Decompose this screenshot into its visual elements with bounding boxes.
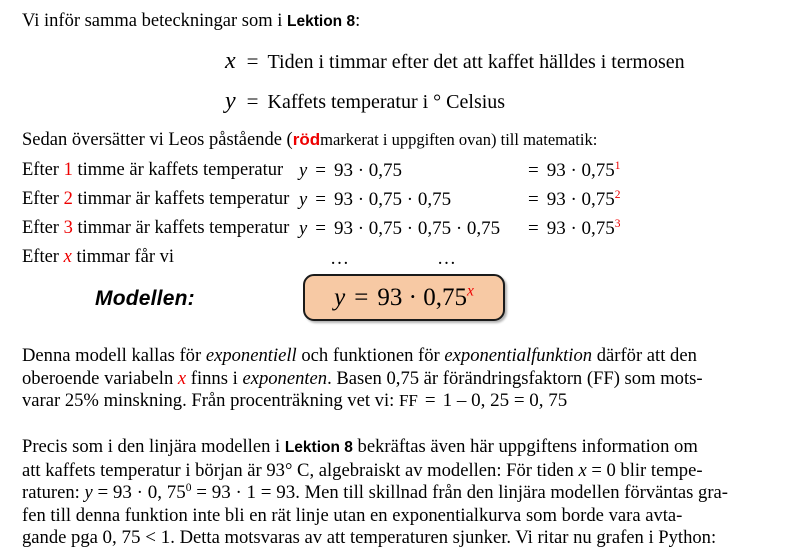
row-2-result-exponent: 2 [614,188,621,201]
conclusion-line-5 [22,527,778,550]
row-2-hours: 2 [63,189,73,209]
conclusion-line1-a: Precis som i den linjära modellen i [22,436,285,457]
translation-middle: markerat i uppgiften ovan) till matematik: [320,130,598,149]
model-formula-equals: = [354,283,369,311]
row-2-expansion: 93 · 0,75 · 0,75 [333,189,452,210]
row-2-lead: Efter [22,189,64,209]
expansion-row-2 [22,189,289,210]
row-3-lead: Efter [22,218,64,238]
conclusion-line3-d: . Men till skillnad från den linjära modellen förväntas gra- [295,482,728,504]
row-2-expr-var: y [299,190,308,210]
explanation-line1-b: och funktionen för [296,345,445,366]
general-row-mid: timmar får vi [71,247,175,267]
explanation-ff-label: FF [398,391,418,411]
explanation-emphasis-exponentiell: exponentiell [205,345,297,366]
definition-text-x: Tiden i timmar efter det att kaffet hälldes i termosen [267,51,685,73]
row-1-result-base: 93 · 0,75 [546,160,615,181]
general-row-lead: Efter [22,247,64,267]
explanation-line-3 [22,390,778,413]
intro-line [22,12,360,31]
row-1-mid: timme är kaffets temperatur [72,160,284,180]
model-formula [334,284,474,312]
row-3-hours: 3 [63,218,73,238]
row-3-expansion: 93 · 0,75 · 0,75 · 0,75 [333,218,501,239]
row-2-mid: timmar är kaffets temperatur [72,189,290,209]
conclusion-line3-a: raturen: [22,482,85,504]
conclusion-line1-b: bekräftas även här uppgiftens information om [352,436,698,457]
expansion-row-general [22,247,174,268]
row-2-result-equals: = [528,189,539,210]
row-1-result-exponent: 1 [614,159,621,172]
conclusion-line-1 [22,436,778,460]
row-3-mid: timmar är kaffets temperatur [72,218,290,238]
explanation-emphasis-exponenten: exponenten [242,367,328,389]
explanation-line3-a: varar 25% minskning. Från procenträkning vet vi: [22,390,399,412]
conclusion-variable-x: x [578,460,587,481]
conclusion-line4-text: fen till denna funktion inte bli en rät linje utan en exponentialkurva som borde vara avta- [22,504,683,526]
intro-lesson-ref: Lektion 8 [287,13,356,30]
row-1-expr-var: y [299,161,308,181]
conclusion-line3-c: = 93 · 1 = 93 [191,482,296,504]
expansion-row-1-result [528,160,621,182]
conclusion-line-2 [22,460,778,483]
definition-variable-y: y [225,88,236,114]
model-formula-exponent: x [466,282,474,300]
explanation-ff-expression: 1 – 0, 25 = 0, 75 [442,390,568,412]
conclusion-line2-b: = 0 blir tempe- [586,459,703,481]
definition-equals-y: = [246,89,259,113]
translation-prefix: Sedan översätter vi Leos påstående ( [22,130,293,150]
conclusion-line5-b: . Detta motsvaras av att temperaturen sjunker. Vi ritar nu grafen i Python: [170,527,717,549]
row-3-expr-var: y [299,219,308,239]
definition-row-y [225,88,505,115]
row-1-result-equals: = [528,160,539,181]
ellipsis-first: … [330,248,351,269]
conclusion-paragraph [22,436,778,550]
row-3-result-equals: = [528,218,539,239]
intro-suffix: : [355,11,361,31]
model-formula-box [303,274,505,321]
model-formula-body: 93 · 0,75 [377,283,467,311]
expansion-row-1 [22,160,283,181]
row-1-lead: Efter [22,160,64,180]
definition-row-x [225,48,685,75]
conclusion-inequality: 0, 75 < 1 [102,527,171,549]
row-1-expr-equals: = [315,160,326,181]
row-2-expr-equals: = [315,189,326,210]
definition-variable-x: x [225,48,236,74]
row-3-expr-equals: = [315,218,326,239]
conclusion-variable-y: y [84,483,93,504]
row-1-hours: 1 [63,160,73,180]
translation-red-word: röd [292,130,321,149]
definition-equals-x: = [246,49,259,73]
explanation-paragraph [22,345,778,413]
model-label: Modellen: [95,287,195,310]
general-row-variable: x [63,247,72,267]
expansion-row-3 [22,218,289,239]
intro-prefix: Vi inför samma beteckningar som i [22,11,288,31]
definition-text-y: Kaffets temperatur i ° Celsius [267,91,506,113]
row-1-expansion: 93 · 0,75 [333,160,403,181]
expansion-row-3-result [528,218,621,240]
conclusion-exponent-zero: 0 [185,482,192,494]
conclusion-line3-b: = 93 · 0, 75 [92,482,186,504]
explanation-variable-x: x [177,368,187,389]
explanation-line-1 [22,345,778,368]
explanation-line2-b: finns i [186,367,243,389]
explanation-line-2 [22,368,778,391]
explanation-line2-c: . Basen 0,75 är förändringsfaktorn (FF) som mots- [327,367,703,389]
row-2-result-base: 93 · 0,75 [546,189,615,210]
row-3-result-base: 93 · 0,75 [546,218,615,239]
expansion-row-3-expr [299,218,500,240]
conclusion-line5-a: gande pga [22,527,103,549]
explanation-line1-c: därför att den [592,345,697,366]
conclusion-line-4 [22,505,778,528]
explanation-line2-a: oberoende variabeln [22,367,178,389]
expansion-row-1-expr [299,160,402,182]
conclusion-lesson-ref: Lektion 8 [284,439,353,456]
conclusion-line-3 [22,482,778,505]
explanation-line1-a: Denna modell kallas för [22,345,206,366]
explanation-ff-equals: = [424,390,436,412]
translation-intro [22,131,597,150]
ellipsis-second: … [437,248,458,269]
expansion-row-2-expr [299,189,451,211]
model-formula-y: y [334,283,346,311]
row-3-result-exponent: 3 [614,217,621,230]
expansion-row-2-result [528,189,621,211]
conclusion-line2-a: att kaffets temperatur i början är 93° C, algebraiskt av modellen: För tiden [22,459,579,481]
explanation-emphasis-exponentialfunktion: exponentialfunktion [444,345,593,366]
